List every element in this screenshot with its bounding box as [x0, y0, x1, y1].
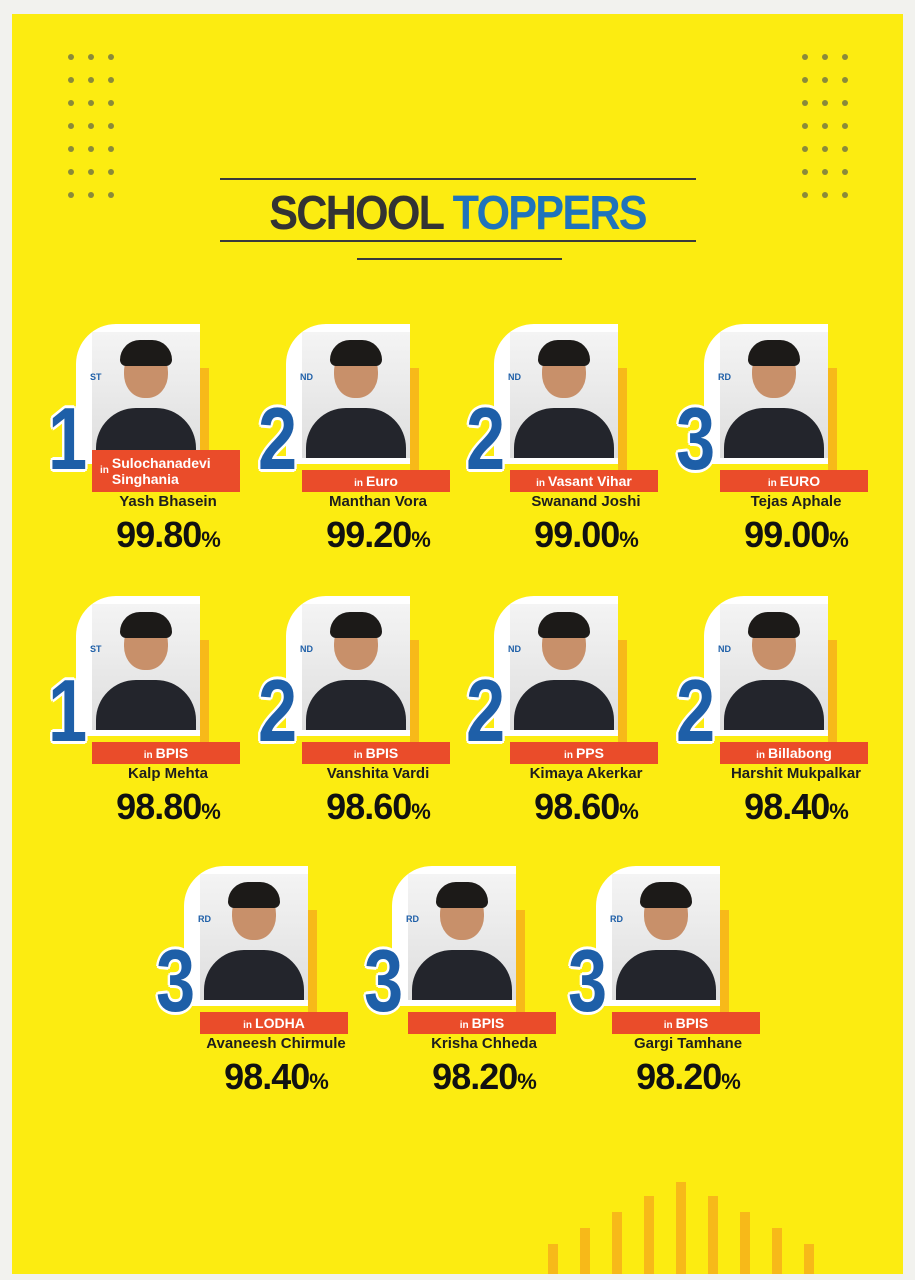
- rank-suffix: ST: [90, 372, 102, 382]
- rank-number: 3: [568, 931, 608, 1030]
- score: [608, 1056, 768, 1098]
- school-banner: [510, 470, 658, 492]
- score: [716, 514, 876, 556]
- score: [88, 786, 248, 828]
- rank-suffix: ND: [508, 644, 521, 654]
- school-prefix: in: [564, 750, 573, 761]
- decorative-bars: [540, 1182, 840, 1274]
- school-banner: [92, 742, 240, 764]
- percent-sign: %: [201, 527, 220, 552]
- school-name: BPIS: [675, 1015, 709, 1031]
- accent-stripe: [410, 368, 419, 472]
- student-photo: [92, 332, 200, 458]
- title-rule-top: [220, 178, 696, 180]
- percent-sign: %: [829, 527, 848, 552]
- school-banner: [510, 742, 658, 764]
- student-photo: [200, 874, 308, 1000]
- rank-number: 2: [676, 661, 716, 760]
- percent-sign: %: [517, 1069, 536, 1094]
- school-prefix: in: [100, 465, 109, 476]
- school-name: LODHA: [255, 1015, 305, 1031]
- accent-stripe: [516, 910, 525, 1014]
- rank-number: 2: [466, 661, 506, 760]
- topper-card: [258, 596, 488, 836]
- page-title: [57, 186, 859, 242]
- dot-pattern-left: [68, 54, 128, 198]
- rank-suffix: RD: [406, 914, 419, 924]
- score-value: 99.00: [744, 514, 830, 555]
- rank-number: 2: [258, 661, 298, 760]
- score: [298, 514, 458, 556]
- topper-card: [156, 866, 386, 1106]
- percent-sign: %: [309, 1069, 328, 1094]
- accent-stripe: [308, 910, 317, 1014]
- student-photo: [510, 332, 618, 458]
- topper-card: [568, 866, 798, 1106]
- title-word-toppers: TOPPERS: [452, 187, 646, 240]
- school-banner: [720, 742, 868, 764]
- student-photo: [612, 874, 720, 1000]
- score: [506, 786, 666, 828]
- topper-card: [676, 596, 903, 836]
- topper-card: [676, 324, 903, 564]
- school-name: PPS: [575, 745, 604, 761]
- school-name: Billabong: [768, 745, 832, 761]
- student-name: Avaneesh Chirmule: [206, 1035, 346, 1052]
- topper-card: [258, 324, 488, 564]
- score-value: 98.60: [326, 786, 412, 827]
- percent-sign: %: [721, 1069, 740, 1094]
- accent-stripe: [410, 640, 419, 744]
- school-prefix: in: [767, 478, 777, 489]
- rank-suffix: ND: [300, 372, 313, 382]
- school-name: BPIS: [471, 1015, 505, 1031]
- score-value: 98.40: [224, 1056, 310, 1097]
- student-photo: [302, 604, 410, 730]
- rank-number: 3: [364, 931, 404, 1030]
- accent-stripe: [828, 368, 837, 472]
- topper-card: [466, 596, 696, 836]
- school-prefix: in: [143, 750, 153, 761]
- school-banner: [612, 1012, 760, 1034]
- rank-number: 1: [48, 661, 88, 760]
- school-name: Vasant Vihar: [548, 473, 632, 489]
- title-rule-short: [357, 258, 562, 260]
- student-name: Gargi Tamhane: [633, 1035, 743, 1052]
- score-value: 98.40: [744, 786, 830, 827]
- rank-suffix: RD: [610, 914, 623, 924]
- rank-number: 2: [466, 389, 506, 488]
- student-photo: [510, 604, 618, 730]
- school-banner: [302, 742, 450, 764]
- percent-sign: %: [619, 527, 638, 552]
- school-name: BPIS: [365, 745, 399, 761]
- student-name: Manthan Vora: [328, 493, 428, 510]
- score: [716, 786, 876, 828]
- score-value: 98.20: [636, 1056, 722, 1097]
- school-name: Euro: [366, 473, 398, 489]
- school-name: Sulochanadevi Singhania: [111, 455, 211, 487]
- student-photo: [92, 604, 200, 730]
- school-prefix: in: [756, 750, 766, 761]
- school-banner: [720, 470, 868, 492]
- percent-sign: %: [411, 799, 430, 824]
- score: [298, 786, 458, 828]
- percent-sign: %: [619, 799, 638, 824]
- topper-card: [364, 866, 594, 1106]
- student-name: Kalp Mehta: [127, 765, 208, 782]
- score-value: 98.60: [534, 786, 620, 827]
- school-banner: [92, 450, 240, 492]
- student-name: Vanshita Vardi: [326, 765, 430, 782]
- student-name: Tejas Aphale: [750, 493, 842, 510]
- student-photo: [720, 604, 828, 730]
- student-photo: [408, 874, 516, 1000]
- percent-sign: %: [829, 799, 848, 824]
- student-name: Harshit Mukpalkar: [730, 765, 862, 782]
- topper-card: [466, 324, 696, 564]
- score: [506, 514, 666, 556]
- school-banner: [302, 470, 450, 492]
- rank-suffix: ND: [300, 644, 313, 654]
- title-word-school: SCHOOL: [269, 187, 443, 240]
- rank-number: 1: [48, 389, 88, 488]
- school-name: BPIS: [155, 745, 189, 761]
- dot-pattern-right: [802, 54, 862, 198]
- percent-sign: %: [411, 527, 430, 552]
- rank-suffix: RD: [718, 372, 731, 382]
- topper-card: [48, 596, 278, 836]
- student-photo: [302, 332, 410, 458]
- accent-stripe: [618, 368, 627, 472]
- rank-number: 2: [258, 389, 298, 488]
- school-prefix: in: [243, 1020, 253, 1031]
- poster: [12, 14, 903, 1274]
- accent-stripe: [828, 640, 837, 744]
- score: [88, 514, 248, 556]
- score-value: 99.80: [116, 514, 202, 555]
- school-prefix: in: [663, 1020, 673, 1031]
- school-prefix: in: [353, 750, 363, 761]
- score-value: 99.00: [534, 514, 620, 555]
- school-banner: [408, 1012, 556, 1034]
- rank-suffix: ST: [90, 644, 102, 654]
- school-prefix: in: [536, 478, 546, 489]
- title-rule-bottom: [220, 240, 696, 242]
- score: [196, 1056, 356, 1098]
- rank-suffix: ND: [718, 644, 731, 654]
- school-prefix: in: [354, 478, 363, 489]
- rank-number: 3: [156, 931, 196, 1030]
- student-name: Kimaya Akerkar: [529, 765, 643, 782]
- student-name: Krisha Chheda: [431, 1035, 537, 1052]
- topper-card: [48, 324, 278, 564]
- school-banner: [200, 1012, 348, 1034]
- score: [404, 1056, 564, 1098]
- accent-stripe: [618, 640, 627, 744]
- rank-suffix: ND: [508, 372, 521, 382]
- rank-suffix: RD: [198, 914, 211, 924]
- score-value: 98.80: [116, 786, 202, 827]
- school-name: EURO: [779, 473, 821, 489]
- score-value: 99.20: [326, 514, 412, 555]
- school-prefix: in: [459, 1020, 469, 1031]
- student-photo: [720, 332, 828, 458]
- score-value: 98.20: [432, 1056, 518, 1097]
- student-name: Swanand Joshi: [531, 493, 641, 510]
- student-name: Yash Bhasein: [119, 493, 217, 510]
- accent-stripe: [720, 910, 729, 1014]
- rank-number: 3: [676, 389, 716, 488]
- accent-stripe: [200, 640, 209, 744]
- percent-sign: %: [201, 799, 220, 824]
